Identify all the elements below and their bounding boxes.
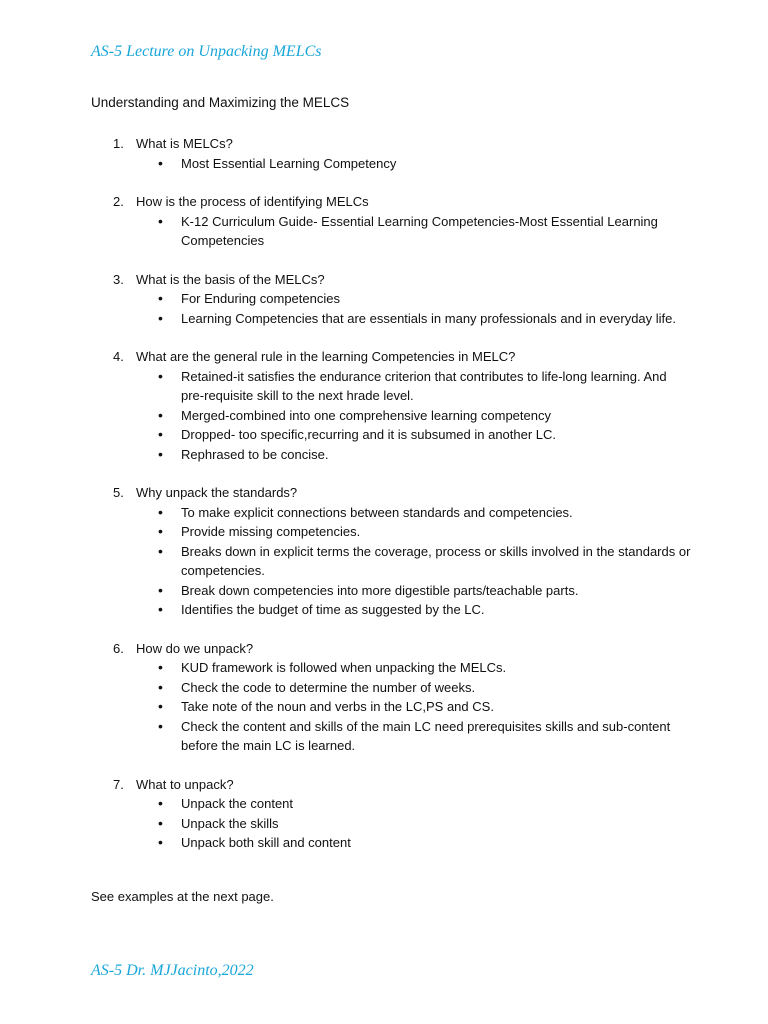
question-number: 5.: [113, 485, 124, 500]
question-item: [91, 192, 691, 251]
bullet-item: • Retained-it satisfies the endurance criterion that contributes to life-long learning. And pre-requisite skill to the next hrade level.: [136, 367, 691, 406]
bullet-item: • Break down competencies into more digestible parts/teachable parts.: [136, 581, 691, 601]
bullet-item: • Check the content and skills of the main LC need prerequisites skills and sub-content before the main LC is learned.: [136, 717, 691, 756]
document-title: AS-5 Lecture on Unpacking MELCs: [91, 43, 322, 60]
bullet-item: • Unpack the skills: [136, 814, 691, 834]
question-text: How do we unpack?: [136, 640, 254, 656]
question-number: 1.: [113, 136, 124, 151]
question-list: [91, 134, 691, 853]
bullet-item: • For Enduring competencies: [136, 289, 691, 309]
bullet-list: [136, 794, 691, 853]
question-text: Why unpack the standards?: [136, 485, 298, 500]
question-item: [91, 134, 691, 173]
bullet-item: • Unpack the content: [136, 794, 691, 814]
bullet-list: [136, 212, 691, 251]
bullet-item: • Identifies the budget of time as suggested by the LC.: [136, 600, 691, 620]
bullet-item: • Take note of the noun and verbs in the LC,PS and CS.: [136, 697, 691, 717]
bullet-item: • Dropped- too specific,recurring and it is subsumed in another LC.: [136, 425, 691, 445]
bullet-list: [136, 503, 691, 620]
question-number: 2.: [113, 194, 124, 209]
question-text: What to unpack?: [136, 776, 234, 792]
page-footer: AS-5 Dr. MJJacinto,2022: [91, 962, 254, 979]
question-text: What is MELCs?: [136, 136, 233, 151]
bullet-item: • K-12 Curriculum Guide- Essential Learning Competencies-Most Essential Learning Competencies: [136, 212, 691, 251]
bullet-item: • Unpack both skill and content: [136, 833, 691, 853]
bullet-item: • Learning Competencies that are essentials in many professionals and in everyday life.: [136, 309, 691, 329]
question-item: [91, 347, 691, 464]
bullet-list: [136, 154, 691, 174]
bullet-item: • Breaks down in explicit terms the coverage, process or skills involved in the standards or competencies.: [136, 542, 691, 581]
question-number: 3.: [113, 271, 124, 287]
bullet-item: • To make explicit connections between standards and competencies.: [136, 503, 691, 523]
bullet-item: • Rephrased to be concise.: [136, 445, 691, 465]
bullet-item: • Merged-combined into one comprehensive learning competency: [136, 406, 691, 426]
question-text: What are the general rule in the learning Competencies in MELC?: [136, 349, 516, 364]
bullet-list: [136, 367, 691, 465]
bullet-item: • Most Essential Learning Competency: [136, 154, 691, 174]
question-item: [91, 639, 691, 756]
question-item: [91, 483, 691, 620]
question-text: How is the process of identifying MELCs: [136, 194, 369, 209]
bullet-list: [136, 289, 691, 328]
question-item: [91, 270, 691, 329]
question-number: 6.: [113, 640, 124, 656]
bullet-item: • KUD framework is followed when unpacking the MELCs.: [136, 658, 691, 678]
bullet-list: [136, 658, 691, 756]
question-text: What is the basis of the MELCs?: [136, 271, 325, 287]
question-number: 7.: [113, 776, 124, 792]
bullet-item: • Check the code to determine the number of weeks.: [136, 678, 691, 698]
closing-note: See examples at the next page.: [91, 889, 274, 904]
question-number: 4.: [113, 349, 124, 364]
document-subtitle: Understanding and Maximizing the MELCS: [91, 95, 350, 110]
bullet-item: • Provide missing competencies.: [136, 522, 691, 542]
question-item: [91, 775, 691, 853]
